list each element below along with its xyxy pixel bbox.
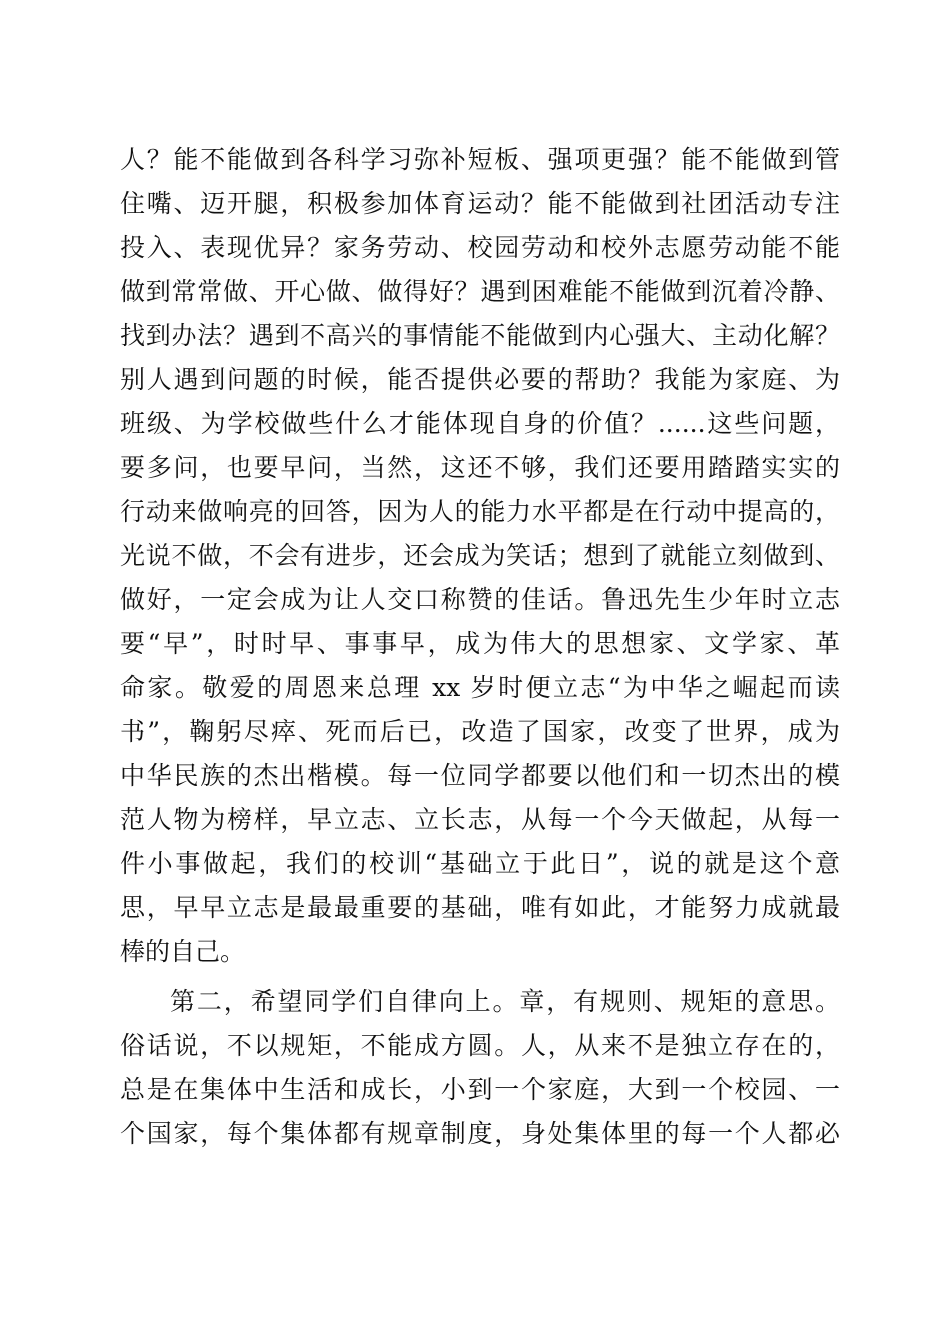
text-line: 中华民族的杰出楷模。每一位同学都要以他们和一切杰出的模: [120, 761, 840, 790]
text-line: 件小事做起，我们的校训“基础立于此日”，说的就是这个意: [120, 849, 840, 878]
paragraph-2: [120, 980, 840, 1156]
text-line: 班级、为学校做些什么才能体现自身的价值？......这些问题，: [120, 409, 840, 438]
text-line: 范人物为榜样，早立志、立长志，从每一个今天做起，从每一: [120, 805, 840, 834]
text-line: 要“早”，时时早、事事早，成为伟大的思想家、文学家、革: [120, 629, 840, 658]
paragraph-1: [120, 138, 840, 974]
text-line: 思，早早立志是最最重要的基础，唯有如此，才能努力成就最: [120, 893, 840, 922]
text-line: 人？能不能做到各科学习弥补短板、强项更强？能不能做到管: [120, 145, 840, 174]
text-line: 找到办法？遇到不高兴的事情能不能做到内心强大、主动化解？: [120, 321, 840, 350]
text-line: 总是在集体中生活和成长，小到一个家庭，大到一个校园、一: [120, 1075, 840, 1104]
text-line: 别人遇到问题的时候，能否提供必要的帮助？我能为家庭、为: [120, 365, 840, 394]
text-line: 俗话说，不以规矩，不能成方圆。人，从来不是独立存在的，: [120, 1031, 840, 1060]
text-line: 住嘴、迈开腿，积极参加体育运动？能不能做到社团活动专注: [120, 189, 840, 218]
text-line: 命家。敬爱的周恩来总理 xx 岁时便立志“为中华之崛起而读: [120, 673, 840, 702]
text-line: 第二，希望同学们自律向上。章，有规则、规矩的意思。: [170, 987, 840, 1016]
text-line: 书”，鞠躬尽瘁、死而后已，改造了国家，改变了世界，成为: [120, 717, 840, 746]
text-line: 行动来做响亮的回答，因为人的能力水平都是在行动中提高的，: [120, 497, 840, 526]
text-line: 个国家，每个集体都有规章制度，身处集体里的每一个人都必: [120, 1119, 840, 1148]
text-line: 光说不做，不会有进步，还会成为笑话；想到了就能立刻做到、: [120, 541, 840, 570]
body-text: [120, 138, 840, 1156]
text-line: 做好，一定会成为让人交口称赞的佳话。鲁迅先生少年时立志: [120, 585, 840, 614]
text-line: 棒的自己。: [120, 937, 246, 966]
text-line: 要多问，也要早问，当然，这还不够，我们还要用踏踏实实的: [120, 453, 840, 482]
text-line: 做到常常做、开心做、做得好？遇到困难能不能做到沉着冷静、: [120, 277, 840, 306]
text-line: 投入、表现优异？家务劳动、校园劳动和校外志愿劳动能不能: [120, 233, 840, 262]
